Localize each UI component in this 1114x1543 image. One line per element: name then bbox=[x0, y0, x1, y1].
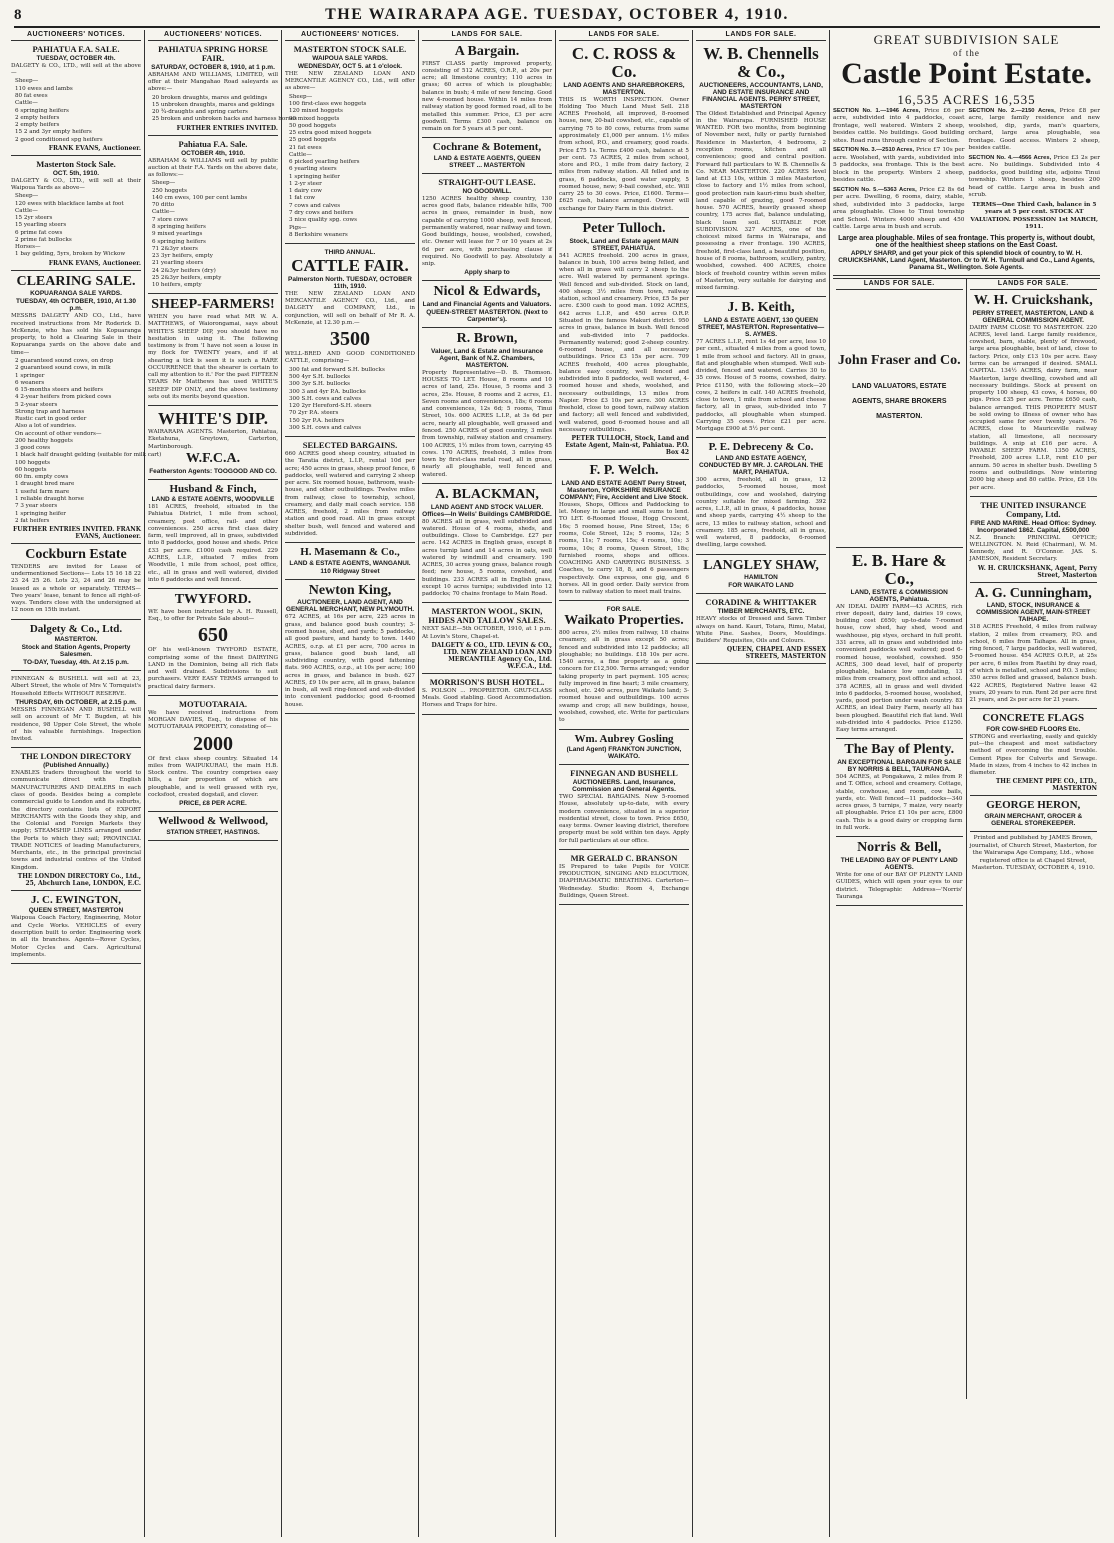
ad-masemann bbox=[285, 545, 415, 580]
ad-title: J. B. Keith, bbox=[727, 300, 795, 316]
section-1: SECTION No. 1.—1946 Acres, Price £6 per acre, subdivided into 4 paddocks, coast frontage, well watered. Winters 2 sheep, besides cattle. No buildings. Good building sites. Road runs through centre of Section. bbox=[833, 107, 965, 144]
ad-subtitle: Land and Financial Agents and Valuators. bbox=[422, 301, 552, 309]
ad-fp-welch bbox=[559, 462, 689, 601]
ad-date: WEDNESDAY, OCT 5. at 1 o'clock. bbox=[297, 62, 403, 70]
ad-title: C. C. ROSS & Co. bbox=[571, 44, 677, 81]
ad-text: N.Z. Branch: PRINCIPAL OFFICE; WELLINGTON. N. Reid (Chairman), W. M. Kennedy, and R. O'Connor. JAS. S. JAMESON, Resident Secretary. bbox=[969, 534, 1097, 563]
column-header: LANDS FOR SALE. bbox=[559, 30, 689, 41]
printer-imprint: Printed and published by JAMES Brown, journalist, of Church Street, Masterton, for the Wairarapa Age Company, Ltd., whose registered office is at Chapel Street, Masterton. TUESDAY, OCTOBER 4, 1910. bbox=[969, 835, 1097, 872]
column-header: AUCTIONEERS' NOTICES. bbox=[11, 30, 141, 41]
ad-list: 2 guaranteed sound cows, on drop 2 guaranteed sound cows, in milk 1 springer 6 weaners 6 15-months steers and heifers 4 2-year heifers from picked cows 5 2-year steers Strong trap and harness Rustic cart in good order Also a lot of sundries. On account of other vendors— 200 healthy hoggets 3 good cows 1 black half draught gelding (suitable for milk cart) 100 hoggets 60 hoggets 60 fm. empty cows 1 draught bred mare 1 useful farm mare 1 reliable draught horse 7 3 year steers 1 springing heifer 2 fat heifers bbox=[15, 357, 162, 524]
ad-title: The Bay of Plenty. bbox=[844, 742, 955, 758]
ad-text-2: WELL-BRED AND GOOD CONDITIONED CATTLE, comprising— bbox=[285, 351, 415, 365]
ad-date: SATURDAY, OCTOBER 8, 1910, at 1 p.m. bbox=[151, 63, 275, 71]
ad-acreage: 650 bbox=[198, 624, 228, 647]
ad-text: The Oldest Established and Principal Agency in the Wairarapa. FURNISHED HOUSE WANTED. FOR two months, from beginning of November next, fully or partly furnished Residence in Masterton, 4 bedrooms, 2 reception rooms, kitchen and all conveniences; good and central position. Forward full particulars to W. B. Chennells & Co. NEAR MASTERTON. 220 ACRES level land at £13 10s, within 3 miles Masterton, close to factory and 1½ miles from school, good protection rain kauri-rimu bush shelter, land capable of grazing, good 7-roomed house. 570 ACRES, heavily grassed sheep country, 175 acres flat, balance undulating, black loam soil. SUITABLE FOR SUBDIVISION. 327 ACRES, one of the choicest mixed farms in Wairarapa, and possessing a river frontage. 190 ACRES, freehold, first-class land, a beautiful position, house of 8 rooms, bathroom, scullery, pantry, woolshed, cowshed. 400 ACRES, choice block of freehold country within seven miles of Masterton, very suitable for dairying and mixed farming. bbox=[696, 110, 826, 292]
ad-title: MASTERTON WOOL, SKIN, HIDES AND TALLOW SALES. bbox=[428, 606, 546, 626]
column-7-split bbox=[833, 278, 1100, 1399]
ad-nicol-edwards bbox=[422, 283, 552, 328]
ad-norris-bell bbox=[836, 839, 963, 906]
ad-pahiatua-fa-sale bbox=[11, 43, 141, 156]
ad-text: 181 ACRES, freehold, situated in the Pahiatua District, 1 mile from school, creamery, post office, rail- and other conveniences. 250 acres first class dairy farm, well improved, all in grass, subdivided into 8 paddocks, good house and sheds. Price £33 per acre. £1000 cash required. 229 ACRES, L.I.P., situated 7 miles from Woodville, 1 mile from school, post office, etc., all in grass and well watered, divided into 6 paddocks and well fenced. bbox=[148, 504, 278, 583]
ad-finnegan-bushell-2 bbox=[559, 767, 689, 850]
ad-title: W. B. Chennells & Co., bbox=[703, 44, 819, 81]
ad-text: FOR WAIKATO LAND bbox=[728, 582, 794, 590]
ad-text: WE have been instructed by A. H. Russell, Esq., to offer for Private Sale about— bbox=[148, 608, 278, 623]
ad-title: J. C. EWINGTON, bbox=[31, 893, 121, 906]
castle-point-sections bbox=[833, 108, 1100, 235]
ad-title: MOTUOTARAIA. bbox=[178, 698, 248, 709]
column-header: LANDS FOR SALE. bbox=[836, 279, 963, 290]
ad-signature: QUEEN, CHAPEL AND ESSEX STREETS, MASTERTON bbox=[726, 646, 826, 661]
column-header: LANDS FOR SALE. bbox=[422, 30, 552, 41]
ad-cockburn-estate bbox=[11, 546, 141, 620]
ad-signature: PETER TULLOCH, Stock, Land and Estate Agent, Main-st, Pahiatua. P.O. Box 42 bbox=[565, 435, 689, 457]
ad-text: 300 acres, freehold, all in grass, 12 paddocks, 5-roomed house, most outbuildings, cow and woolshed, dairying country suitable for mixed farming. 392 acres, L.I.P., all in grass, 4 paddocks, house and sheep yards, carrying 4½ sheep to the acre, 13 miles to railway station, school and creamery. 185 acres, freehold, all in grass, well watered, 8 paddocks, 6-roomed dwelling, large cowshed. bbox=[696, 477, 826, 549]
column-header: AUCTIONEERS' NOTICES. bbox=[148, 30, 278, 41]
castle-point-acres: 16,535 ACRES 16,535 bbox=[897, 91, 1036, 107]
ad-subtitle: AUCTIONEERS. Land, Insurance, Commission and General Agents. bbox=[572, 779, 676, 794]
ad-subtitle: FOR COW-SHED FLOORS Etc. bbox=[986, 725, 1081, 733]
column-4 bbox=[419, 30, 556, 1537]
ad-clearing-sale bbox=[11, 273, 162, 544]
ad-finnegan-bushell bbox=[11, 673, 141, 748]
ad-subtitle: PERRY STREET, MASTERTON, LAND & GENERAL COMMISSION AGENT. bbox=[972, 309, 1095, 324]
ad-text: ABRAHAM AND WILLIAMS, LIMITED, will offer at their Mangahao Road saleyards as above:— bbox=[148, 71, 278, 93]
ad-george-heron bbox=[970, 798, 1098, 832]
ad-text: 541 ACRES freehold. 200 acres in grass, balance in bush, 100 acres being felled, and when all in grass will carry 2 sheep to the acre. Well watered by permanent springs. Well fenced and sub-divided. Stock on land, 400 sheep; 3½ miles from town, railway station, school and creamery. Price, £5 5s per acre. £300 cash to good man. 1092 ACRES, 642 acres L.I.P., and 450 acres O.R.P. Situated in the famous Makuri district. 950 acres in grass, balance in bush. Well fenced and sub-divided into 7 paddocks. Permanently watered; good 2-sheep country. 6-roomed house, and all necessary outbuildings. Price £3 15s per acre. 709 ACRES freehold, 400 acres ploughable, balance easy country, well fenced and subdivided into 8 paddocks, well watered, 4-roomed house and sheds, woolshed, and necessary outbuildings, 13 miles from Napier. Price £3 10s per acre. 300 ACRES freehold, close to good town, railway station and factory; all well fenced and subdivided, well watered, good 6-roomed house and all necessary outbuildings. bbox=[559, 252, 689, 433]
ad-title: P. E. Debreceny & Co. bbox=[708, 441, 814, 454]
ad-list: 20 broken draughts, mares and geldings 15 unbroken draughts, mares and geldings 20 ¾-draughts and spring carters 25 broken and unbroken hacks and harness horses bbox=[152, 94, 297, 123]
ad-date: OCTOBER 4th, 1910. bbox=[181, 149, 245, 157]
ad-bay-of-plenty bbox=[836, 741, 963, 837]
ad-masterton-wool-sales bbox=[422, 605, 552, 673]
section-3: SECTION No. 3.—2510 Acres, Price £7 10s per acre. Woolshed, with yards, subdivided into 5 paddocks, sea frontage. This is the best block in the property. Winters 2 sheep, besides cattle. bbox=[833, 147, 965, 184]
ad-text: Stock and Station Agents, Property Salesmen. bbox=[21, 644, 131, 659]
ad-dalgety bbox=[11, 622, 141, 672]
section-4: SECTION No. 4.—4566 Acres, Price £3 2s per acre. No buildings. Subdivided into 4 paddocks, good building site, adjoins Tinui township. Winters 1 sheep, besides 200 head of cattle. Large area in bush and scrub. bbox=[968, 154, 1100, 199]
ad-newton-king bbox=[285, 582, 415, 714]
ad-title: Husband & Finch, bbox=[169, 482, 257, 495]
ad-waikato-properties bbox=[559, 603, 689, 729]
ad-subtitle: W.F.C.A. bbox=[185, 450, 241, 466]
ad-title: CORADINE & WHITTAKER bbox=[705, 597, 817, 608]
ad-pahiatua-fa-sale-2 bbox=[148, 138, 278, 295]
ad-masterton-stock-sale-nzlma bbox=[285, 43, 415, 244]
ad-subtitle: MASTERTON. bbox=[54, 636, 98, 644]
ad-date: OCT. 5th, 1910. bbox=[52, 169, 100, 177]
ad-cochrane-botement bbox=[422, 140, 552, 174]
ad-list: Sheep— 110 ewes and lambs 80 fat ewes Cattle— 6 springing heifers 2 empty heifers 2 empty heifers 15 2 and 3yr empty heifers 2 good conditioned spg heifers bbox=[15, 78, 103, 143]
ad-title: Dalgety & Co., Ltd. bbox=[29, 622, 123, 635]
ad-subtitle: LAND AGENT AND STOCK VALUER. Offices—In Wells' Buildings CAMBRIDGE. bbox=[422, 503, 552, 518]
ad-title: F. P. Welch. bbox=[589, 463, 659, 479]
ad-title: Cockburn Estate bbox=[25, 547, 127, 563]
ad-title: R. Brown, bbox=[456, 331, 518, 347]
ad-text: Waipoua Coach Factory, Engineering, Motor and Cycle Works. VEHICLES of every description built to order. Engineering work in all its branches. Agents—Rover Cycles, Motor Cycles and Cars. Agricultural implements. bbox=[11, 915, 141, 958]
ad-text: We have received instructions from MORGAN DAVIES, Esq., to dispose of his MOTUOTARAIA PROPERTY, consisting of— bbox=[148, 709, 278, 731]
ad-whites-dip bbox=[148, 408, 278, 479]
ad-subtitle: QUEEN STREET, MASTERTON bbox=[28, 907, 124, 915]
masthead bbox=[14, 4, 1100, 28]
ad-castle-point-estate bbox=[833, 30, 1100, 276]
ad-text-2: OF his well-known TWYFORD ESTATE, comprising some of the finest DAIRYING LAND in the Dominion, being all rich flats and well drained. Subdivisions to suit purchasers. VERY EASY TERMS arranged to practical dairy farmers. bbox=[148, 647, 278, 690]
ad-text: Houses, Shops, Offices and Paddocking to let. Money in large and small sums to lend. TO LET. 6-Roomed House, Hogg Crescent, 16s; 5 roomed house, Pine Street, 15s; 6 rooms, Cole Street, 12s; 5 rooms, 12s; 5 rooms, 11s; 7 rooms, 15s; 4 rooms, 10s; 3 rooms, 10s; 8 rooms, Queen Street, 18s; furnished rooms, shops and offices. COACHING AND CARRYING BUSINESS. 3 Coaches, to carry 18, 8, and 6 passengers respectively. One express, one gig, and 6 horses. All in good order. Daily service from town to railway station to meet mail trains. bbox=[559, 501, 689, 596]
ad-chennells bbox=[696, 43, 826, 297]
ad-title: Newton King, bbox=[308, 582, 392, 598]
ad-list: 300 fat and forward S.H. bullocks 500 4yr S.H. bullocks 300 3yr S.H. bullocks 300 3 and 4yr P.A. bullocks 300 S.H. cows and calves 120 2yr Hereford-S.H. steers 70 2yr P.A. steers 150 2yr P.A. heifers 300 S.H. cows and calves bbox=[289, 366, 385, 431]
ad-signature: FURTHER ENTRIES INVITED. bbox=[176, 124, 278, 132]
ad-subtitle: (Published Annually.) bbox=[43, 762, 109, 770]
ad-blackman bbox=[422, 486, 552, 604]
column-5 bbox=[556, 30, 693, 1537]
ad-concrete-flags bbox=[970, 711, 1098, 796]
castle-point-title: Castle Point Estate. bbox=[841, 57, 1092, 90]
ad-title: THE LONDON DIRECTORY bbox=[20, 751, 132, 762]
ad-r-brown bbox=[422, 330, 552, 484]
ad-signature: FURTHER ENTRIES INVITED. FRANK EVANS, Auctioneer. bbox=[12, 526, 141, 541]
ad-title: WHITE'S DIP. bbox=[158, 409, 268, 429]
ad-subtitle: Valuer, Land & Estate and Insurance Agent, Bank of N.Z. Chambers, MASTERTON. bbox=[431, 347, 543, 369]
ad-cruickshank bbox=[970, 292, 1098, 497]
ad-subtitle: AUCTIONEER, LAND AGENT, AND GENERAL MERCHANT, NEW PLYMOUTH. bbox=[285, 599, 415, 614]
ad-title: Cochrane & Botement, bbox=[432, 141, 542, 154]
ad-title: A. BLACKMAN, bbox=[435, 486, 539, 502]
ad-title: TWYFORD. bbox=[174, 592, 252, 608]
ad-title: STRAIGHT-OUT LEASE. bbox=[438, 176, 536, 187]
ad-title: Waikato Properties. bbox=[564, 613, 684, 629]
ad-text: FIRST CLASS partly improved property, consisting of 512 ACRES, O.R.P., at 20s per acre; all limestone country; 110 acres in grass; 60 acres of which is ploughable; balance in bush; 4 mile of new fencing. Good new 4-roomed house. Within 14 miles from railway station by good formed road, all to be metalled this summer. Price, £3 per acre goodwill. Terms £300 cash, balance on remain on for 5 years at 5 per cent. bbox=[422, 60, 552, 133]
ad-subtitle: LAND & ESTATE AGENTS, WOODVILLE bbox=[151, 496, 275, 504]
ad-subtitle: FOR SALE. bbox=[606, 606, 642, 614]
column-1 bbox=[8, 30, 162, 1537]
ad-text: MESSRS DALGETY AND CO., Ltd., have received instructions from Mr Roderick D. McKenzie, who has sold his Kopuaranga property, to hold a Clearing Sale in their Kopuaranga yards on the above date and time— bbox=[11, 313, 141, 356]
ad-text: 1250 ACRES healthy sheep country, 130 acres good flats, balance rideable hills, 700 acres in grass, remainder in bush, now capable of carrying 1000 sheep, well fenced, permanently watered, near railway and town. Good buildings, house, woolshed, cowshed, etc. Owner will lease for 7 or 10 years at 2s 6d per acre, with purchasing clause if required. No Goodwill to pay. Absolutely a snip. bbox=[422, 195, 552, 268]
ad-subtitle: THE LEADING BAY OF PLENTY LAND AGENTS. bbox=[840, 856, 958, 871]
ad-text: 318 ACRES Freehold, 4 miles from railway station, 2 miles from creamery, P.O. and school, 6 miles from Taihape. All in grass, ring fenced, 7 large paddocks, well watered, 5-roomed house. 454 ACRES O.R.P., at 25s per acre, 6 miles from Raetihi by dray road, of which is metalled, school and P.O. 3 miles; 350 acres felled and grassed, balance bush. 422 ACRES, Registered Native lease 42 years, 20 years to run. Rent 2d per acre first 21 years, and 2s per acre for 21 years. bbox=[969, 624, 1097, 704]
ad-text: DALGETY & CO., LTD., will sell at the above— bbox=[11, 62, 141, 77]
ad-signature: Featherston Agents: TOOGOOD AND CO. bbox=[149, 467, 277, 475]
ad-subtitle: HAMILTON bbox=[744, 574, 778, 582]
ad-cunningham bbox=[970, 585, 1098, 710]
ad-text: AN IDEAL DAIRY FARM—43 ACRES, rich river deposit, dairy land, dairies 19 cows, building cost £650; up-to-date 7-roomed house, cow shed, hay shed, wood and washhouse, pig styes, orchard in full profit. 331 acres, all in grass and subdivided into convenient paddocks well watered; good 6-roomed house, woolshed, cowshed. 950 ACRES, 300 dead level, half of property ploughable, balance low undulating, 13 miles from creamery, post office and school. 378 ACRES, all in grass and well divided into 6 paddocks, 5-roomed house, woolshed, yards, good portion under wash country. 83 ACRES, an ideal Dairy Farm, nearly all has been ploughed. Beautiful rich flat land. Well sub-divided into 4 paddocks. Price £1250. Easy terms arranged. bbox=[836, 603, 963, 734]
ad-signature: THE CEMENT PIPE CO., LTD., MASTERTON bbox=[995, 778, 1097, 793]
ad-date: THURSDAY, 6th OCTOBER, at 2.15 p.m. bbox=[15, 698, 137, 706]
ad-acreage: 2000 bbox=[193, 732, 233, 755]
ad-sheep-farmers bbox=[148, 296, 278, 406]
ad-text: 77 ACRES L.I.P., rent 1s 4d per acre, less 10 per cent., situated 4 miles from a good town, 1 mile from school and factory. All in grass, flat and ploughable when stumped. Well sub-divided, fenced and watered. Carries 30 to 35 cows. House of 5 rooms, cowshed, dairy. Price £1150, with the following stock—20 cows, 2 heifers in calf. 140 ACRES freehold, close to town, 1 mile from school and cheese factory, all in grass, sub-divided into 7 paddocks, all ploughable when stumped. Carrying 35 cows. Price £21 per acre. Mortgage £900 at 5½ per cent. bbox=[696, 339, 826, 433]
ad-title: Masterton Stock Sale. bbox=[36, 158, 116, 169]
castle-point-heading bbox=[833, 32, 1100, 108]
ad-title: PAHIATUA F.A. SALE. bbox=[32, 44, 120, 54]
ad-title: A. G. Cunningham, bbox=[974, 585, 1092, 601]
ad-signature: DALGETY & CO., LTD. LEVIN & CO., LTD. NEW ZEALAND LOAN AND MERCANTILE Agency Co., Ltd. W.F.C.A., Ltd. bbox=[431, 641, 552, 670]
ad-title: GEORGE HERON, bbox=[986, 799, 1081, 812]
ad-subtitle: LAND, STOCK, INSURANCE & COMMISSION AGENT, MAIN-STREET TAIHAPE. bbox=[976, 602, 1091, 624]
ad-a-bargain bbox=[422, 43, 552, 138]
ad-ewington bbox=[11, 893, 141, 964]
ad-text: ENABLES traders throughout the world to communicate direct with English MANUFACTURERS AND DEALERS in each class of goods. Besides being a complete commercial guide to London and its suburbs, the directory contains lists of EXPORT MERCHANTS with the Goods they ship, and the Colonial and Foreign Markets they supply; STEAMSHIP LINES arranged under the Ports to which they sail; PROVINCIAL TRADE NOTICES of leading Manufacturers, Merchants, etc., in the principal provincial towns and industrial centres of the United Kingdom. bbox=[11, 770, 141, 871]
ad-text: TENDERS are invited for Lease of undermentioned Sections— Lots 15 16 18 22 23 24 25 26. Lots 23, 24 and 26 may be leased as a whole or separately. TERMS—Two years' lease, tenant to fence all right-of-ways. Tenders close with the undersigned at 12 noon on 15th instant. bbox=[11, 563, 141, 614]
section-2: SECTION No. 2.—2150 Acres, Price £8 per acre, large family residence and new woolshed, dip, yards, man's quarters, orchard, large area ploughable, sea frontage. Good access. Winters 2 sheep, besides cattle. bbox=[968, 107, 1100, 152]
ad-aubrey-gosling bbox=[559, 732, 689, 766]
ad-title: FINNEGAN AND BUSHELL bbox=[570, 768, 678, 779]
castle-point-terms: TERMS—One Third Cash, balance in 5 years at 5 per cent. STOCK AT VALUATION. POSSESSION 1st MARCH, 1911. bbox=[970, 201, 1099, 231]
ad-title: John Fraser and Co. bbox=[837, 353, 961, 368]
ad-subtitle: LAND AND ESTATE AGENCY, CONDUCTED BY MR. J. CAROLAN. THE MART, PAHIATUA. bbox=[698, 455, 824, 477]
ad-text: QUEEN-STREET MASTERTON. (Next to Carpenter's). bbox=[426, 309, 548, 324]
ad-title: Peter Tulloch. bbox=[582, 220, 666, 236]
ad-text: Property Representative—D. B. Thomson. HOUSES TO LET. House, 8 rooms and 10 acres of land, 25s. House, 5 rooms and 3 acres, 25s. House, 8 rooms and 2 acres, £1. Seven rooms and conveniences, 18s; 6 rooms and conveniences, 12s 6d; 5 rooms, Tinui Street, 10s. 600 ACRES L.I.P., at 3s 6d per acre, nearly all ploughable, well grassed and fenced. 250 ACRES of good country, 3 miles from township, railway station and creamery. 100 ACRES, 1½ miles from town, carrying 45 cows. 170 ACRES, freehold, 3 miles from town by first-class metal road, all in grass, nearly all ploughable, well fenced and watered. bbox=[422, 369, 552, 478]
ad-signature: THE LONDON DIRECTORY Co., Ltd., 25, Abchurch Lane, LONDON, E.C. bbox=[17, 872, 141, 887]
ad-date: TUESDAY, OCTOBER 4th. bbox=[36, 54, 116, 62]
column-3 bbox=[282, 30, 419, 1537]
ad-text: 80 ACRES all in grass, well subdivided and watered. House of 4 rooms, sheds, and outbuildings. Close to Cambridge. £27 per acre. 142 ACRES in English grass, except 8 acres turnip land and 14 acres in oats, well watered by windmill and creamery. 190 ACRES, 30 acres young grass, balance rough feed; new house, 5 rooms, cowshed, and buildings. 233 ACRES all in English grass, except 10 acres turnips; subdivided into 12 paddocks; 70 chains frontage to Main Road. bbox=[422, 518, 552, 598]
ad-wellwood bbox=[148, 814, 278, 841]
ad-text: S. POLSON ... PROPRIETOR. GRUT-CLASS Meals. Good stabling. Good Accommodation. Horses and Traps for hire. bbox=[422, 687, 552, 709]
ad-title: SHEEP-FARMERS! bbox=[151, 297, 275, 313]
ad-twyford bbox=[148, 591, 278, 696]
ad-title: Wm. Aubrey Gosling bbox=[574, 732, 674, 745]
ad-debreceny bbox=[696, 440, 826, 554]
ad-text: 110 Ridgway Street bbox=[320, 567, 380, 575]
ad-gerald-branson bbox=[559, 852, 689, 905]
ad-subtitle: LAND & ESTATE AGENTS, QUEEN STREET ... MASTERTON bbox=[433, 154, 541, 169]
ad-text: NEXT SALE—5th OCTOBER, 1910, at 1 p.m. At Lovin's Store, Chapel-st. bbox=[422, 626, 552, 640]
ad-motuotaraia bbox=[148, 698, 278, 812]
ad-text-2: Apply sharp to bbox=[464, 269, 510, 277]
ad-john-fraser bbox=[836, 292, 963, 548]
ad-list: Sheep— 120 ewes with blackface lambs at foot Cattle— 15 2yr steers 15 yearling steers 6 prime fat cows 2 prime fat bullocks Horses— 1 bay gelding, 5yrs, broken by Wickow bbox=[15, 193, 126, 258]
column-7 bbox=[830, 30, 1103, 1537]
ad-subtitle: LAND AND ESTATE AGENT Perry Street, Masterton, YORKSHIRE INSURANCE COMPANY; Fire, Accident and Live Stock. bbox=[559, 479, 689, 501]
ad-price: PRICE, £8 PER ACRE. bbox=[179, 800, 247, 808]
ad-text: IS Prepared to take Pupils for VOICE PRODUCTION, SINGING AND ELOCUTION, DIAPHRAGMATIC BREATHING. Carterton—Wednesday. Studio: Room 4, Exchange Buildings, Queen Street. bbox=[559, 863, 689, 899]
ad-cattle-fair bbox=[285, 246, 415, 437]
ad-subtitle: KOPUARANGA SALE YARDS. bbox=[30, 290, 122, 298]
ad-coradine-whittaker bbox=[696, 596, 826, 664]
ad-jb-keith bbox=[696, 299, 826, 438]
ad-head-count: 3500 bbox=[330, 328, 370, 351]
ad-title: CATTLE FAIR. bbox=[291, 256, 409, 276]
ad-date: TUESDAY, 4th OCTOBER, 1910, At 1.30 p.m. bbox=[15, 298, 137, 313]
ad-title: W. H. Cruickshank, bbox=[973, 293, 1093, 308]
ad-peter-tulloch bbox=[559, 220, 689, 460]
ad-eb-hare bbox=[836, 550, 963, 739]
ad-text-2: Of first class sheep country. Situated 14 miles from WAIPUKURAU, the main H.B. Stock centre. The country comprises easy hills, a fair proportion of which are ploughable, and is well grassed with rye, cocksfoot, crested dogstail, and clover. bbox=[148, 755, 278, 798]
column-header: AUCTIONEERS' NOTICES. bbox=[285, 30, 415, 41]
column-7-left bbox=[833, 279, 967, 1399]
ad-text: ABRAHAM & WILLIAMS will sell by public auction at their F.A. Yards on the above date, as follows:— bbox=[148, 157, 278, 179]
ad-subtitle: TIMBER MERCHANTS, ETC. bbox=[717, 608, 805, 616]
ad-subtitle: Stock, Land and Estate agent MAIN STREET, PAHIATUA. bbox=[569, 237, 679, 252]
ad-title: MORRISON'S BUSH HOTEL. bbox=[429, 676, 545, 687]
ad-husband-finch bbox=[148, 482, 278, 589]
ad-text-2: MESSRS FINNEGAN AND BUSHELL will sell on account of Mr T. Bugden, at his residence, 98 Upper Cole Street, the whole of his valuable furnishings. Inspection Invited. bbox=[11, 706, 141, 743]
ad-pahiatua-horse-fair bbox=[148, 43, 297, 136]
ad-subtitle: THIRD ANNUAL. bbox=[324, 249, 376, 257]
ad-straight-out-lease bbox=[422, 176, 552, 282]
ad-title: A Bargain. bbox=[454, 44, 520, 59]
castle-point-note: Large area ploughable. Miles of sea frontage. This property is, without doubt, one of the healthiest sheep stations on the East Coast. bbox=[838, 235, 1095, 249]
ad-text: DALGETY & CO., LTD., will sell at their Waipoua Yards as above— bbox=[11, 177, 141, 192]
ad-title: Pahiatua F.A. Sale. bbox=[178, 138, 248, 149]
ad-text: TWO SPECIAL BARGAINS. New 5-roomed House, absolutely up-to-date, with every modern convenience, situated in a superior residential street, close to town. Price £650, easy terms. Owner leaving district, therefore property must be sold within ten days. Apply for full particulars at our office. bbox=[559, 794, 689, 844]
ad-text: 800 acres, 2½ miles from railway, 18 chains creamery, all in grass except 50 acres; fenced and subdivided into 12 paddocks; all ploughable; no buildings. £18 10s per acre. 1540 acres, a fine property as a going concern for £12,500. Terms arranged; vendor taking property in part payment. 105 acres; fully improved in fine heart; 3 mile creamery, school, etc. 240 acres, pure Waikato land; 3-roomed house and outbuildings. 100 acres swamp and crop; all new buildings, house, woolshed, cowshed, etc. Write for particulars to bbox=[559, 630, 689, 724]
page-number: 8 bbox=[14, 6, 22, 23]
ad-title: MR GERALD C. BRANSON bbox=[570, 852, 678, 863]
ad-subtitle: GRAIN MERCHANT, GROCER & GENERAL STOREKEEPER. bbox=[984, 813, 1083, 827]
ad-selected-bargains bbox=[285, 439, 415, 543]
ad-subtitle: FIRE AND MARINE. Head Office: Sydney. Incorporated 1862. Capital, £500,000 bbox=[970, 519, 1097, 534]
section-5: SECTION No. 5.—5363 Acres, Price £2 8s 6d per acre. Dwelling, 6 rooms, dairy, stable, shed, subdivided into 3 paddocks, large area ploughable. Close to Tinui township and School. Winters 4000 sheep and 450 cattle. Large area in bush and scrub. bbox=[833, 186, 965, 231]
ad-text: WAIRARAPA AGENTS. Masterton, Pahiatua, Eketahuna, Greytown, Carterton, Martinborough. bbox=[148, 429, 278, 450]
ad-subtitle: LAND AGENTS AND SHAREBROKERS, MASTERTON. bbox=[563, 81, 685, 96]
castle-point-apply: APPLY SHARP, and get your pick of this splendid block of country, to W. H. CRUICKSHANK, Land Agent, Masterton. Or to W. H. Turnbull and Co., Land Agents, Panama St., Wellington. Sole Agents. bbox=[838, 250, 1095, 271]
ad-text: THIS IS WORTH INSPECTION. Owner Holding Too Much Land Must Sell. 218 ACRES Freehold, all improved, 8-roomed house, new, 20-bail cowshed, etc., capable of carrying 75 to 80 cows, returns from same approximately £1,000 per annum. 1½ miles from school, P.O., and creamery, good roads. Price £75 1s. Terms £400 cash, balance at 5 per cent. 73 ACRES, 2 miles from school, store and P.O., 1 mile from dairy factory, 2 miles from railway station. All felled and in grass, 6 paddocks, good water supply, 5 roomed house, new; 9-bail cowshed, etc. Will carry 25 to 30 cows. Price, £1600. Terms—£625 cash, balance arranged. Owner will exchange for Dairy Farm in this district. bbox=[559, 96, 689, 212]
ad-title: MASTERTON STOCK SALE. bbox=[293, 44, 407, 54]
castle-point-line-1: GREAT SUBDIVISION SALE bbox=[873, 32, 1060, 47]
ad-subtitle: LAND & ESTATE AGENT, 130 QUEEN STREET, MASTERTON. Representative—S. AYMES. bbox=[697, 317, 825, 339]
ad-subtitle: AUCTIONEERS, ACCOUNTANTS, LAND, AND ESTATE INSURANCE AND FINANCIAL AGENTS. PERRY STREET, MASTERTON bbox=[699, 81, 823, 110]
ad-text: 672 ACRES, at 16s per acre, 225 acres in grass, and balance good bush country; 3-roomed house, shed, and yards; 5 paddocks, all good pasture, and handy to town. 1440 ACRES, o.r.p. at £1 per acre, 700 acres in grass, balance good bush land, all subdividing country, with good fattening flats. 960 ACRES, o.r.p., at 10s per acre; 160 acres in grass, and balance in bush. 627 ACRES, £9 10s per acre, all in grass, balance in bush, all well ring-fenced and sub-divided into convenient paddocks; good 6-roomed house. bbox=[285, 614, 415, 708]
ad-title: PAHIATUA SPRING HORSE FAIR. bbox=[158, 44, 268, 63]
ad-signature: FRANK EVANS, Auctioneer. bbox=[48, 259, 141, 267]
ad-text: THE NEW ZEALAND LOAN AND MERCANTILE AGENCY CO., Ltd., and DALGETY and COMPANY, Ltd., in conjunction, will sell on behalf of Mr R. A. McKenzie, at 12.30 p.m.— bbox=[285, 290, 415, 326]
ad-title: H. Masemann & Co., bbox=[300, 546, 400, 559]
ad-text: FINNEGAN & BUSHELL will sell at 23, Albert Street, the whole of Mrs V. Tornquist's Household Effects WITHOUT RESERVE. bbox=[11, 676, 141, 697]
column-7-right bbox=[967, 279, 1101, 1399]
ad-list: Sheep— 100 first-class ewe hoggets 120 mixed hoggets 90 mixed hoggets 50 good hoggets 25 extra good mixed hoggets 25 good hoggets 21 fat ewes Cattle— 6 picked yearling heifers 6 yearling steers 1 springing heifer 1 2-yr steer 1 dairy cow 1 fat cow 7 cows and calves 7 dry cows and heifers 3 nice quality spg. cows Pigs— 8 Berkshire weaners bbox=[289, 93, 372, 238]
ad-date: Palmerston North. TUESDAY, OCTOBER 11th, 1910. bbox=[288, 275, 412, 290]
columns bbox=[8, 30, 1106, 1537]
ad-title: CONCRETE FLAGS bbox=[982, 712, 1085, 725]
ad-title: Norris & Bell, bbox=[857, 840, 942, 856]
ad-langley-shaw bbox=[696, 557, 826, 595]
ad-text: HEAVY stocks of Dressed and Sawn Timber always on hand. Kauri, Totara, Rimu, Matai, White Pine. Sashes, Doors, Mouldings. Builders' Requisites, Oils and Colours. bbox=[696, 616, 826, 645]
column-header: LANDS FOR SALE. bbox=[696, 30, 826, 41]
column-6 bbox=[693, 30, 830, 1537]
ad-cc-ross bbox=[559, 43, 689, 218]
ad-text: Write for one of our BAY OF PLENTY LAND GUIDES, which will open your eyes to our district. Telegraphic Address—'Norris' Tauranga bbox=[836, 871, 963, 900]
ad-title: E. B. Hare & Co., bbox=[851, 551, 947, 588]
ad-text: STRONG and everlasting, easily and quickly put—the cheapest and most satisfactory method of overcoming the mud trouble. Cement Pipes for Culverts and Sewage. Made in sizes, from 4 inches to 42 inches in diameter. bbox=[969, 733, 1097, 777]
column-2 bbox=[145, 30, 297, 1537]
castle-point-line-2: of the bbox=[953, 48, 980, 58]
ad-london-directory bbox=[11, 750, 141, 891]
ad-text: WHEN you have read what MR W. A. MATTHEWS, of Waiorongamai, says about WHITE'S SHEEP DIP, you should have no hesitation in using it. The following testimony is from 'I have not seen a louse in my flock for TWENTY years, and if at shearing a tick is seen it is such a RARE OCCURRENCE that the shearer is certain to call my attention to it.' For the past FIFTEEN YEARS Mr Matthews has used WHITE'S SHEEP DIP ONLY, and the above testimony sets out its merits beyond question. bbox=[148, 314, 278, 401]
ad-text: THE NEW ZEALAND LOAN AND MERCANTILE AGENCY CO., Ltd., will offer as above— bbox=[285, 70, 415, 92]
newspaper-title: THE WAIRARAPA AGE. TUESDAY, OCTOBER 4, 1910. bbox=[325, 6, 789, 23]
ad-masterton-stock-sale bbox=[11, 158, 141, 271]
ad-united-insurance bbox=[970, 499, 1098, 583]
ad-title: SELECTED BARGAINS. bbox=[302, 440, 398, 451]
ad-morrisons-bush-hotel bbox=[422, 676, 552, 715]
ad-subtitle: (Land Agent) FRANKTON JUNCTION, WAIKATO. bbox=[566, 746, 682, 761]
ad-subtitle: LAND, ESTATE & COMMISSION AGENTS, Pahiatua. bbox=[850, 588, 948, 603]
ad-text: 504 ACRES, at Pongakawa, 2 miles from P. and T. Office, school and creamery. Cottage, stable, cowhouse, and room, cow bails, yards, etc. Well fenced—11 paddocks—340 acres grass, 5 turnips, 7 maize, very nearly all ploughable. Price £1 10s per acre, £800 cash. This is a good dairy or cropping farm in full work. bbox=[836, 774, 963, 832]
ad-title: CLEARING SALE. bbox=[16, 273, 136, 289]
ad-subtitle: STATION STREET, HASTINGS. bbox=[166, 828, 260, 836]
ad-signature: W. H. CRUICKSHANK, Agent, Perry Street, Masterton bbox=[977, 564, 1097, 579]
ad-text: DAIRY FARM CLOSE TO MASTERTON. 220 ACRES, level land. Large family residence, cowshed, barn, stable, plenty of firewood, large area ploughable, best of land, close to factory. Price, only £13 10s per acre. Easy terms can be arranged if desired. SMALL CAPITAL. 134½ ACRES, dairy farm, near Masterton, large dwelling, cowshed and all necessary buildings. Stock at present on property 100 sheep, 43 cows, 4 horses, 60 pigs. Price £35 per acre. Terms £650 cash, balance arranged. THIS PROPERTY MUST be sold owing to illness of owner who has occupied same for over twenty years. 76 ACRES, close to Mauriceville railway station, all limestone, all necessary buildings. A snip at £16 per acre. A PAYABLE SHEEP FARM. 1350 ACRES, Freehold, 200 acres L.I.P., rent £10 per annum. 50 acres in shelter bush. Dwelling 5 rooms and outbuildings. Now wintering 2000 big sheep and 80 cattle. Price, £8 10s per acre. bbox=[969, 324, 1097, 491]
ad-title: THE UNITED INSURANCE Company, Ltd. bbox=[980, 499, 1087, 519]
ad-subtitle: NO GOODWILL. bbox=[462, 187, 512, 195]
ad-text: LAND VALUATORS, ESTATE AGENTS, SHARE BROKERS MASTERTON. bbox=[851, 382, 947, 421]
column-header: LANDS FOR SALE. bbox=[970, 279, 1098, 290]
ad-date: TO-DAY, Tuesday, 4th. At 2.15 p.m. bbox=[23, 659, 129, 667]
ad-subtitle: AN EXCEPTIONAL BARGAIN FOR SALE BY NORRIS & BELL, TAURANGA. bbox=[837, 759, 962, 774]
ad-subtitle: LAND & ESTATE AGENTS, WANGANUI. bbox=[289, 559, 411, 567]
ad-title: Wellwood & Wellwood, bbox=[157, 815, 269, 828]
ad-list: Sheep— 250 hoggets 140 cm ewes, 100 per cent lambs 70 ditto Cattle— 7 store cows 8 springing heifers 9 mixed yearlings 6 springing heifers 71 2&3yr steers 23 3yr heifers, empty 21 yearling steers 24 2&3yr heifers (dry) 25 2&3yr heifers, empty 10 heifers, empty bbox=[152, 180, 248, 289]
ad-title: LANGLEY SHAW, bbox=[703, 557, 819, 573]
ad-title: Nicol & Edwards, bbox=[433, 284, 541, 300]
ad-signature: FRANK EVANS, Auctioneer. bbox=[48, 144, 141, 152]
ad-subtitle: WAIPOUA SALE YARDS. bbox=[312, 54, 388, 62]
ad-text: 660 ACRES good sheep country, situated in the Taratia district, L.I.P., rental 10d per acre; 450 acres in grass, sheep proof fence, 6 paddocks, well watered and carrying 2 sheep per acre. Six roomed house, bathroom, wash-house, and other outbuildings. Twelve miles from railway, close to township, school, creamery, and daily mail coach service. 158 ACRES, freehold, 2 miles from railway station and good road. All in grass except shelter bush, well fenced and watered and subdivided. bbox=[285, 451, 415, 537]
